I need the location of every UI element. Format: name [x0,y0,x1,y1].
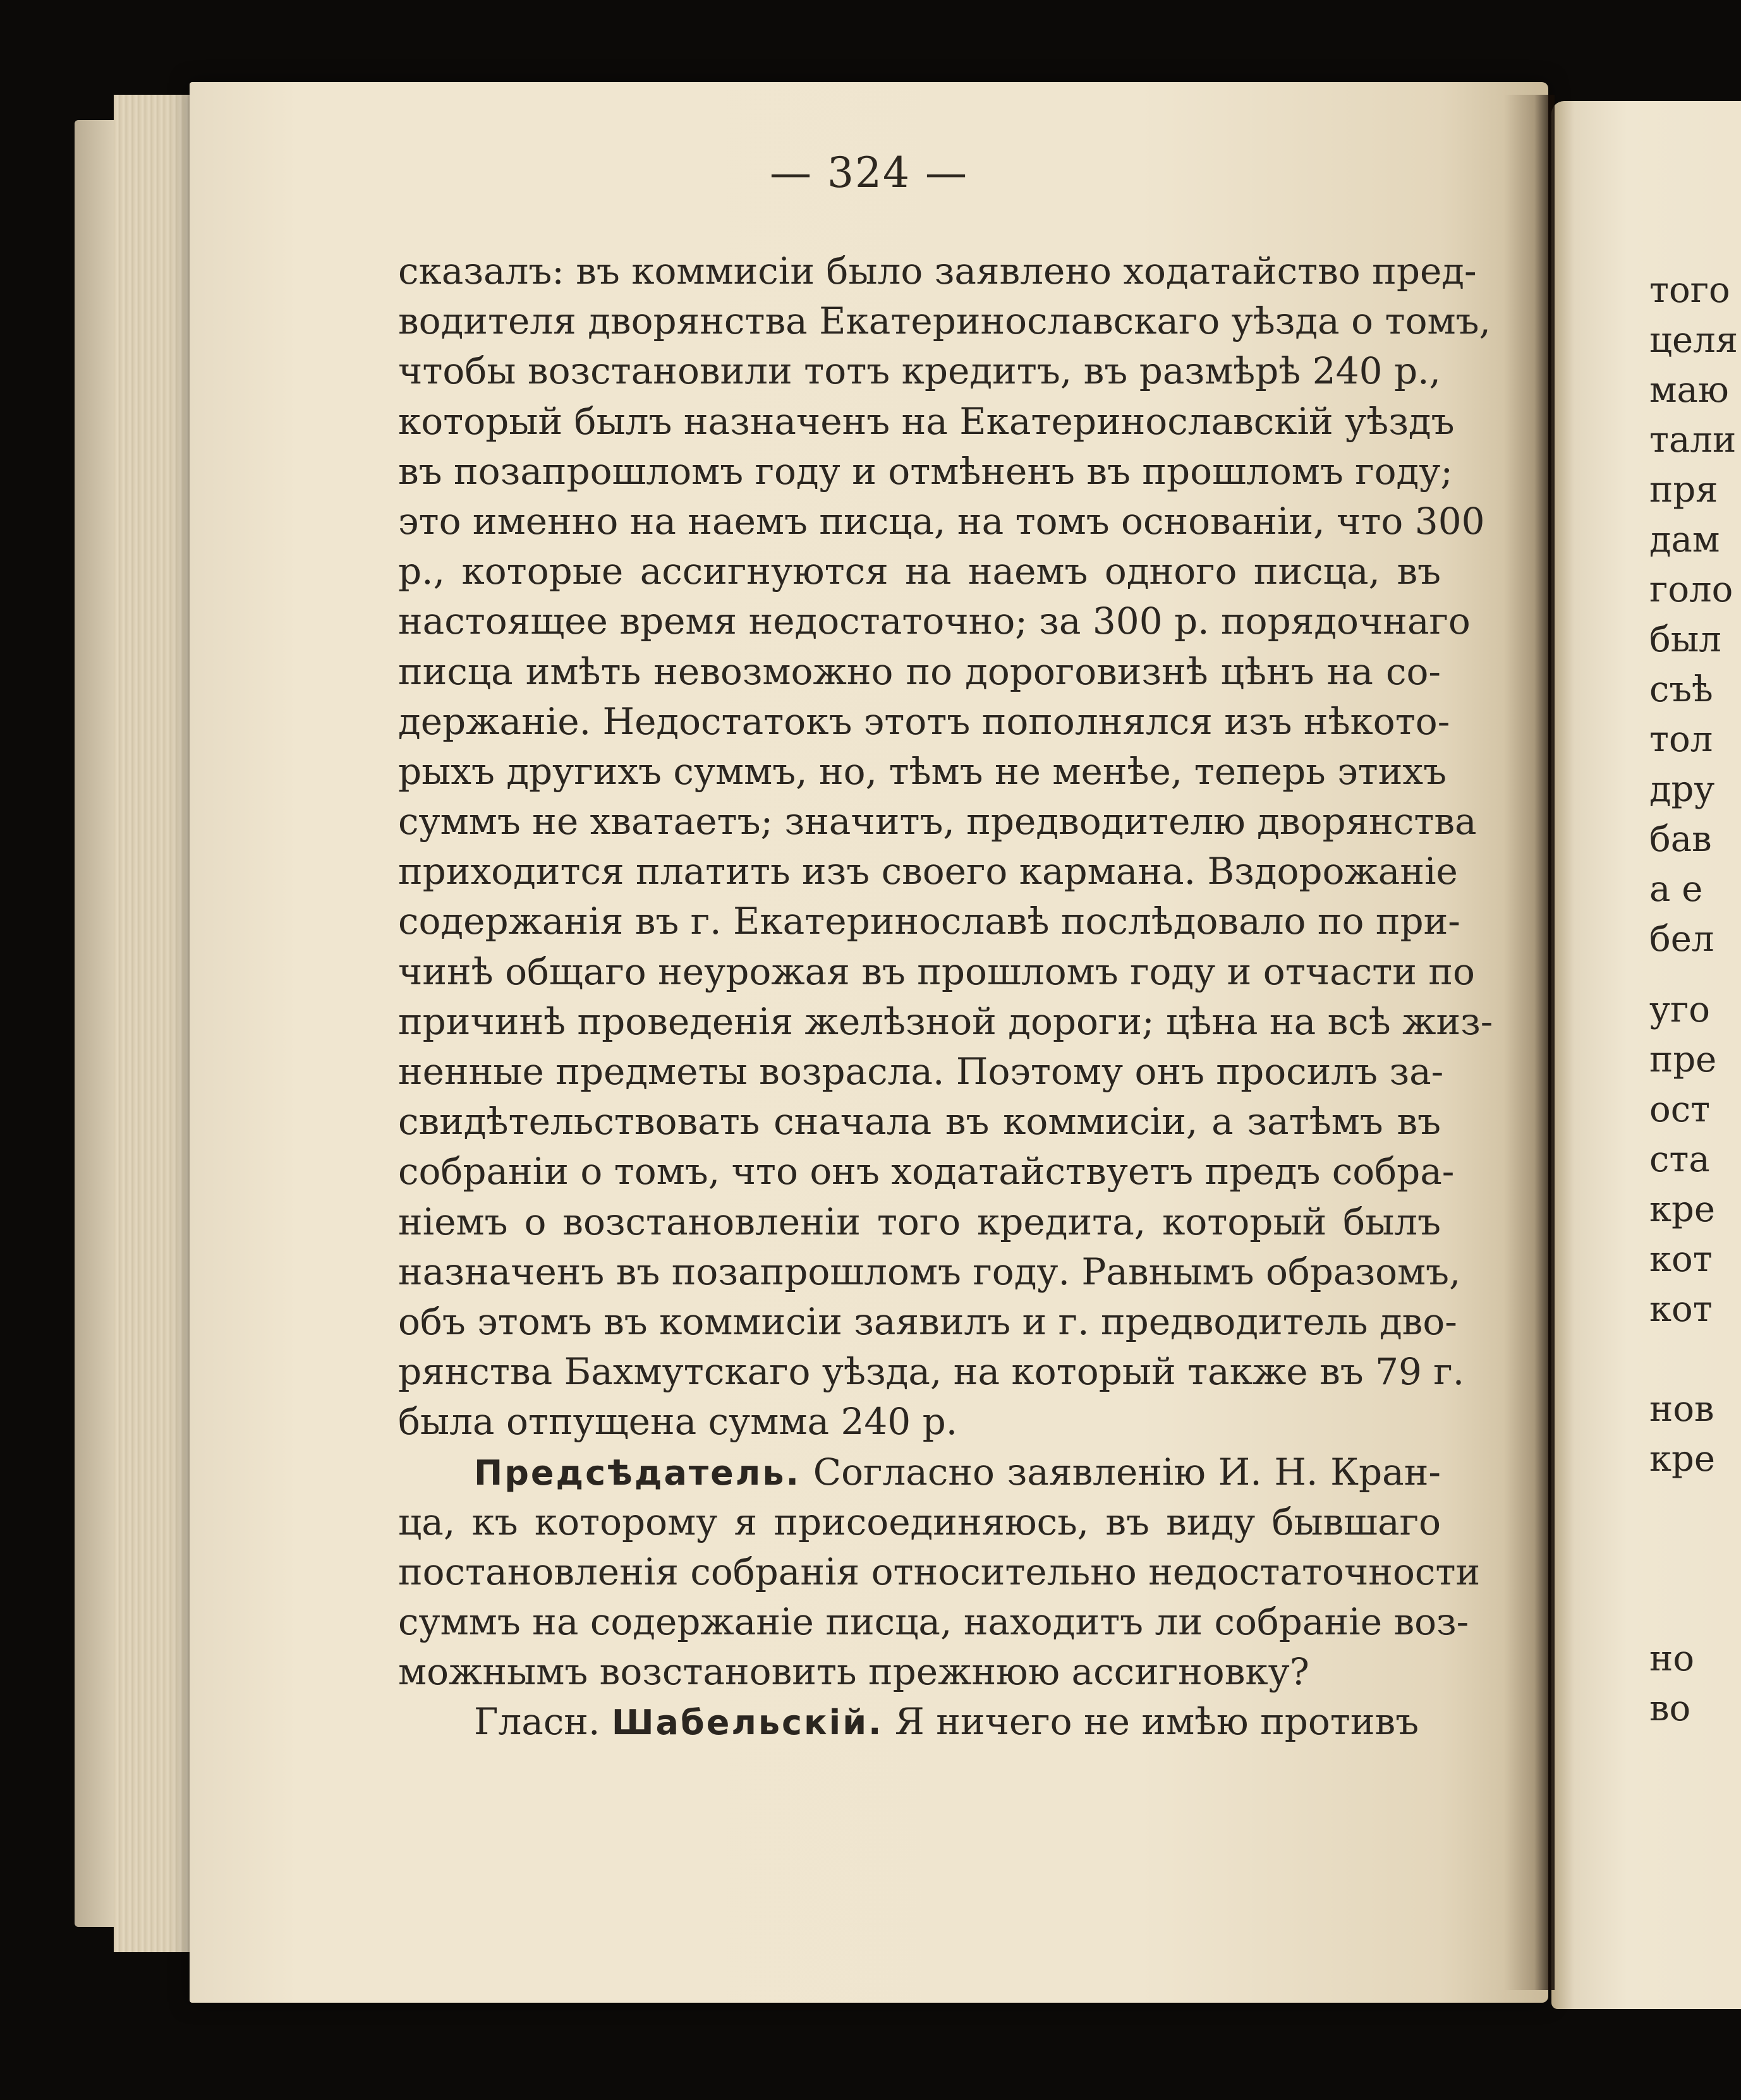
text-line: р., которые ассигнуются на наемъ одного писца, въ [398,550,1441,593]
paragraph-3-first-line [398,1697,1441,1747]
text-line: чинѣ общаго неурожая въ прошломъ году и отчасти по [398,950,1475,993]
text-line: ніемъ о возстановленіи того кредита, который былъ [398,1200,1441,1243]
right-page-fragment: голо [1649,569,1733,610]
text-line: можнымъ возстановить прежнюю ассигновку? [398,1650,1309,1694]
text-line: суммъ на содержаніе писца, находитъ ли собраніе воз- [398,1600,1469,1644]
text-line: приходится платить изъ своего кармана. Вздорожаніе [398,850,1458,893]
text-line: суммъ не хватаетъ; значитъ, предводителю дворянства [398,800,1477,843]
right-page-fragment: тали [1649,419,1737,461]
text-line: держаніе. Недостатокъ этотъ пополнялся изъ нѣкото- [398,699,1450,743]
text-line: собраніи о томъ, что онъ ходатайствуетъ предъ собра- [398,1150,1455,1193]
speaker-chairman: Предсѣдатель. [474,1452,801,1493]
right-page-fragment: бав [1649,819,1712,860]
speaker-shabelsky: Шабельскій. [611,1703,883,1743]
book-gutter [1504,95,1555,1990]
paragraph-1 [398,246,1493,1447]
right-page-fragment: но [1649,1638,1695,1679]
right-page-fragment: пре [1649,1039,1717,1080]
text-line: чтобы возстановили тотъ кредитъ, въ размѣрѣ 240 р., [398,349,1441,393]
right-page-text-fragments [1649,265,1738,1734]
paragraph-2-first-line-text: Согласно заявленію И. Н. Кран- [813,1450,1441,1494]
text-line: настоящее время недостаточно; за 300 р. порядочнаго [398,600,1471,643]
text-line: водителя дворянства Екатеринославскаго уѣзда о томъ, [398,299,1491,343]
paragraph-3-text: Я ничего не имѣю противъ [894,1700,1419,1744]
speaker-prefix: Гласн. [474,1700,600,1744]
page-number: — 324 — [770,148,968,197]
text-line: рыхъ другихъ суммъ, но, тѣмъ не менѣе, теперь этихъ [398,749,1447,793]
right-page-fragment: съѣ [1649,669,1713,710]
text-line: ненные предметы возрасла. Поэтому онъ просилъ за- [398,1050,1444,1093]
paragraph-2 [398,1497,1481,1698]
text-line: постановленія собранія относительно недостаточности [398,1550,1481,1593]
right-page-fragment: кре [1649,1439,1715,1480]
right-page-fragment: дам [1649,519,1720,560]
text-line: который былъ назначенъ на Екатеринославскій уѣздъ [398,399,1455,443]
right-page-fragment: пря [1649,469,1718,510]
right-page-fragment [1649,1484,1719,1534]
text-line: причинѣ проведенія желѣзной дороги; цѣна на всѣ жиз- [398,999,1493,1043]
text-line: это именно на наемъ писца, на томъ основаніи, что 300 [398,499,1485,543]
right-page-fragment: ост [1649,1089,1711,1130]
text-line: рянства Бахмутскаго уѣзда, на который также въ 79 г. [398,1350,1465,1394]
right-page-fragment: был [1649,619,1721,660]
right-page-fragment: кот [1649,1289,1713,1330]
right-page-fragment [1649,1534,1719,1584]
right-page-fragment: кот [1649,1239,1713,1280]
text-line: объ этомъ въ коммисіи заявилъ и г. предводитель дво- [398,1300,1457,1343]
right-page-fragment: маю [1649,370,1729,411]
text-line: была отпущена сумма 240 р. [398,1400,958,1444]
text-line: писца имѣть невозможно по дороговизнѣ цѣнъ на со- [398,649,1441,693]
right-page-fragment [1649,1334,1719,1384]
right-page-fragment: нов [1649,1389,1714,1430]
right-page-fragment: бел [1649,919,1714,960]
right-page-fragment: уго [1649,989,1711,1030]
text-line: ца, къ которому я присоединяюсь, въ виду бывшаго [398,1500,1441,1543]
text-line: свидѣтельствовать сначала въ коммисіи, а затѣмъ въ [398,1100,1441,1144]
right-page-fragment: тол [1649,719,1713,760]
right-page-fragment: во [1649,1688,1691,1729]
right-page-fragment: кре [1649,1189,1715,1230]
text-line: содержанія въ г. Екатеринославѣ послѣдовало по при- [398,900,1460,943]
right-page-fragment: ста [1649,1139,1710,1180]
left-page-text [398,246,1493,1747]
right-page-fragment: а е [1649,869,1703,910]
text-line: назначенъ въ позапрошломъ году. Равнымъ образомъ, [398,1250,1461,1293]
right-page-fragment: того [1649,270,1730,311]
text-line: въ позапрошломъ году и отмѣненъ въ прошломъ году; [398,449,1453,493]
right-page-fragment: целя [1649,320,1738,361]
right-page-fragment [1649,1584,1719,1634]
paragraph-2-first-line [398,1447,1441,1497]
text-line: сказалъ: въ коммисіи было заявлено ходатайство пред- [398,250,1477,293]
right-page-fragment: дру [1649,769,1715,810]
